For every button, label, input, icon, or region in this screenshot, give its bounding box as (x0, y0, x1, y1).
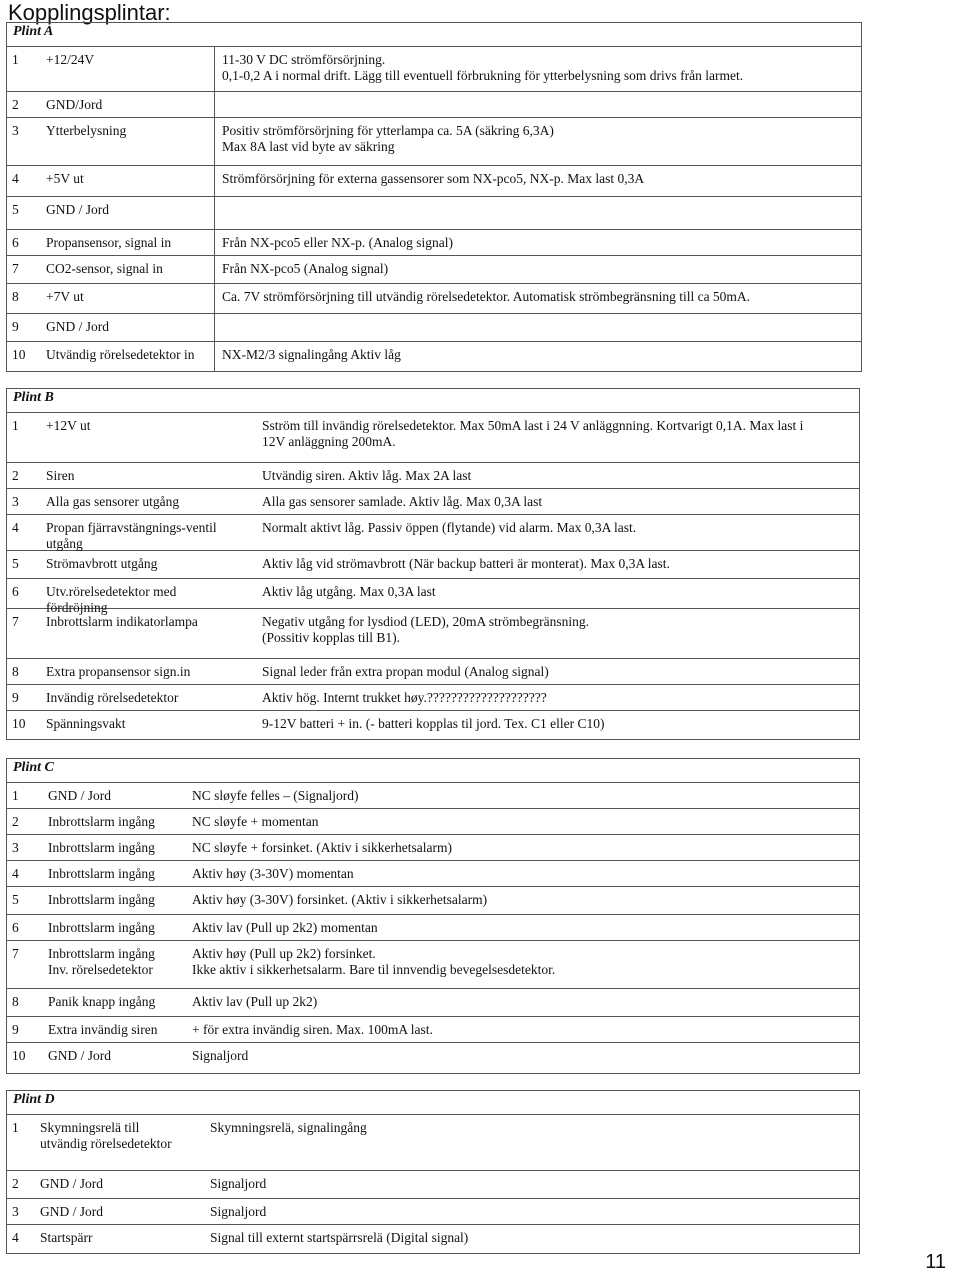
plintB-row-description: Negativ utgång for lysdiod (LED), 20mA strömbegränsning. (262, 614, 589, 629)
plintC-row-name: Inbrottslarm ingång (48, 814, 155, 829)
plintB-row-name: Siren (46, 468, 75, 483)
plintC-row-divider (6, 1042, 860, 1043)
plintA-row-number: 1 (12, 52, 19, 67)
plintA-row-description: NX-M2/3 signalingång Aktiv låg (222, 347, 401, 362)
plintC-row-name: GND / Jord (48, 1048, 111, 1063)
plintB-row-description: Aktiv låg vid strömavbrott (När backup batteri är monterat). Max 0,3A last. (262, 556, 670, 571)
plintB-row-divider (6, 550, 860, 551)
plintA-row-divider (6, 313, 862, 314)
plintB-row-description: Normalt aktivt låg. Passiv öppen (flytande) vid alarm. Max 0,3A last. (262, 520, 637, 535)
plintD-row-divider (6, 1170, 860, 1171)
plintA-row-number: 9 (12, 319, 19, 334)
plintC-row-name: Inv. rörelsedetektor (48, 962, 153, 977)
plintB-row-name: Invändig rörelsedetektor (46, 690, 179, 705)
plintA-row-description: Från NX-pco5 eller NX-p. (Analog signal) (222, 235, 453, 250)
page-title: Kopplingsplintar: (8, 0, 171, 25)
plintA-row-name: GND/Jord (46, 97, 103, 112)
plintC-row-description: + för extra invändig siren. Max. 100mA last. (192, 1022, 433, 1037)
plintC-row-description: Aktiv høy (Pull up 2k2) forsinket. (192, 946, 376, 961)
plintD-row-name: utvändig rörelsedetektor (40, 1136, 172, 1151)
plintB-row-divider (6, 608, 860, 609)
plintD-row-description: Signaljord (210, 1204, 267, 1219)
plintD-row-description: Signal till externt startspärrsrelä (Digital signal) (210, 1230, 469, 1245)
page-number: 11 (925, 1251, 946, 1273)
plintB-row-name: Utv.rörelsedetektor med (46, 584, 177, 599)
plintD-row-divider (6, 1224, 860, 1225)
plintB-row-name: Extra propansensor sign.in (46, 664, 191, 679)
plintB-row-description: Sström till invändig rörelsedetektor. Max 50mA last i 24 V anläggnning. Kortvarigt 0,1A. Max last i (262, 418, 804, 433)
plintD-row-description: Skymningsrelä, signalingång (210, 1120, 367, 1135)
plintA-row-divider (6, 165, 862, 166)
plintC-row-description: Aktiv høy (3-30V) forsinket. (Aktiv i sikkerhetsalarm) (192, 892, 488, 907)
plintC-row-name: Inbrottslarm ingång (48, 920, 155, 935)
plintB-row-description: Utvändig siren. Aktiv låg. Max 2A last (262, 468, 472, 483)
plintB-row-number: 3 (12, 494, 19, 509)
plintB-row-number: 10 (12, 716, 26, 731)
plintB-row-name: Strömavbrott utgång (46, 556, 158, 571)
plintB-row-number: 1 (12, 418, 19, 433)
plintD-row-name: Skymningsrelä till (40, 1120, 140, 1135)
plintD-row-number: 1 (12, 1120, 19, 1135)
plintB-row-name: fördröjning (46, 600, 108, 615)
plintA-row-number: 2 (12, 97, 19, 112)
plintC-row-number: 7 (12, 946, 19, 961)
plintA-row-name: +5V ut (46, 171, 84, 186)
plintD-row-name: GND / Jord (40, 1204, 103, 1219)
plintC-row-description: Signaljord (192, 1048, 249, 1063)
plintA-row-number: 4 (12, 171, 19, 186)
plintC-row-description: Aktiv lav (Pull up 2k2) (192, 994, 318, 1009)
plintB-row-number: 2 (12, 468, 19, 483)
plintD-heading: Plint D (13, 1092, 55, 1107)
plintA-row-name: GND / Jord (46, 202, 109, 217)
plintB-row-divider (6, 462, 860, 463)
plintB-row-divider (6, 578, 860, 579)
plintC-row-number: 8 (12, 994, 19, 1009)
plintC-row-divider (6, 940, 860, 941)
plintC-row-name: GND / Jord (48, 788, 111, 803)
plintB-row-description: Alla gas sensorer samlade. Aktiv låg. Max 0,3A last (262, 494, 543, 509)
plintA-row-name: GND / Jord (46, 319, 109, 334)
plintA-row-divider (6, 229, 862, 230)
plintA-row-number: 5 (12, 202, 19, 217)
plintC-row-divider (6, 886, 860, 887)
plintD-row-number: 4 (12, 1230, 19, 1245)
plintA-row-description: Strömförsörjning för externa gassensorer som NX-pco5, NX-p. Max last 0,3A (222, 171, 645, 186)
plintC-row-number: 9 (12, 1022, 19, 1037)
plintA-row-name: Ytterbelysning (46, 123, 127, 138)
plintA-row-number: 8 (12, 289, 19, 304)
plintC-row-name: Inbrottslarm ingång (48, 946, 155, 961)
plintB-row-divider (6, 710, 860, 711)
plintC-row-number: 6 (12, 920, 19, 935)
plintA-row-divider (6, 196, 862, 197)
plintC-row-divider (6, 1016, 860, 1017)
plintC-row-description: NC sløyfe felles – (Signaljord) (192, 788, 359, 803)
plintB-row-name: +12V ut (46, 418, 91, 433)
plintC-row-name: Panik knapp ingång (48, 994, 156, 1009)
plintA-row-description: 0,1-0,2 A i normal drift. Lägg till eventuell förbrukning för ytterbelysning som drivs från larmet. (222, 68, 744, 83)
plintA-row-description: Från NX-pco5 (Analog signal) (222, 261, 389, 276)
plintB-row-divider (6, 514, 860, 515)
plintA-row-description: 11-30 V DC strömförsörjning. (222, 52, 386, 67)
plintC-row-description: Aktiv lav (Pull up 2k2) momentan (192, 920, 378, 935)
plintA-header-divider (6, 46, 862, 47)
plintB-row-number: 8 (12, 664, 19, 679)
plintC-row-name: Inbrottslarm ingång (48, 892, 155, 907)
plintA-row-name: Utvändig rörelsedetektor in (46, 347, 195, 362)
plintA-row-divider (6, 91, 862, 92)
plintB-row-number: 7 (12, 614, 19, 629)
plintB-row-description: (Possitiv kopplas till B1). (262, 630, 401, 645)
plintC-header-divider (6, 782, 860, 783)
plintC-row-divider (6, 988, 860, 989)
plintC-heading: Plint C (13, 760, 54, 775)
plintA-row-name: +7V ut (46, 289, 84, 304)
plintD-row-number: 3 (12, 1204, 19, 1219)
plintB-row-description: 12V anläggning 200mA. (262, 434, 396, 449)
plintC-row-number: 3 (12, 840, 19, 855)
plintB-row-number: 5 (12, 556, 19, 571)
plintD-row-name: Startspärr (40, 1230, 93, 1245)
plintB-row-description: Aktiv låg utgång. Max 0,3A last (262, 584, 436, 599)
plintC-row-name: Inbrottslarm ingång (48, 840, 155, 855)
plintC-row-divider (6, 834, 860, 835)
plintD-row-description: Signaljord (210, 1176, 267, 1191)
plintB-row-divider (6, 684, 860, 685)
plintA-row-number: 3 (12, 123, 19, 138)
plintA-heading: Plint A (13, 24, 54, 39)
plintC-row-divider (6, 914, 860, 915)
plintD-row-divider (6, 1198, 860, 1199)
plintC-row-description: Ikke aktiv i sikkerhetsalarm. Bare til innvendig bevegelsesdetektor. (192, 962, 556, 977)
plintD-header-divider (6, 1114, 860, 1115)
plintB-row-name: Spänningsvakt (46, 716, 126, 731)
plintA-row-number: 6 (12, 235, 19, 250)
plintB-row-name: utgång (46, 536, 83, 551)
plintA-row-number: 7 (12, 261, 19, 276)
plintA-row-description: Ca. 7V strömförsörjning till utvändig rörelsedetektor. Automatisk strömbegränsning till ca 50mA. (222, 289, 751, 304)
plintC-row-description: NC sløyfe + momentan (192, 814, 319, 829)
plintB-heading: Plint B (13, 390, 54, 405)
plintB-row-name: Inbrottslarm indikatorlampa (46, 614, 198, 629)
plintB-row-name: Propan fjärravstängnings-ventil (46, 520, 217, 535)
plintC-row-description: Aktiv høy (3-30V) momentan (192, 866, 354, 881)
plintB-row-name: Alla gas sensorer utgång (46, 494, 180, 509)
plintB-row-divider (6, 658, 860, 659)
plintC-row-number: 10 (12, 1048, 26, 1063)
plintA-row-name: CO2-sensor, signal in (46, 261, 163, 276)
plintC-row-number: 1 (12, 788, 19, 803)
plintA-row-number: 10 (12, 347, 26, 362)
plintC-row-number: 4 (12, 866, 19, 881)
plintA-row-description: Max 8A last vid byte av säkring (222, 139, 395, 154)
plintB-row-description: 9-12V batteri + in. (- batteri kopplas til jord. Tex. C1 eller C10) (262, 716, 605, 731)
plintA-row-name: Propansensor, signal in (46, 235, 172, 250)
plintA-row-divider (6, 283, 862, 284)
plintB-row-description: Aktiv hög. Internt trukket høy.???????????????????? (262, 690, 547, 705)
plintA-row-divider (6, 341, 862, 342)
plintA-row-divider (6, 117, 862, 118)
plintA-row-description: Positiv strömförsörjning för ytterlampa ca. 5A (säkring 6,3A) (222, 123, 554, 138)
plintA-row-divider (6, 255, 862, 256)
plintD-row-number: 2 (12, 1176, 19, 1191)
plintC-row-description: NC sløyfe + forsinket. (Aktiv i sikkerhetsalarm) (192, 840, 452, 855)
plintC-row-divider (6, 860, 860, 861)
plintB-row-description: Signal leder från extra propan modul (Analog signal) (262, 664, 549, 679)
plintB-row-number: 9 (12, 690, 19, 705)
plintC-row-number: 5 (12, 892, 19, 907)
plintB-row-divider (6, 488, 860, 489)
plintC-row-divider (6, 808, 860, 809)
plintD-row-name: GND / Jord (40, 1176, 103, 1191)
plintB-row-number: 4 (12, 520, 19, 535)
plintA-row-name: +12/24V (46, 52, 95, 67)
plintC-row-name: Inbrottslarm ingång (48, 866, 155, 881)
plintB-row-number: 6 (12, 584, 19, 599)
plintB-header-divider (6, 412, 860, 413)
plintC-row-number: 2 (12, 814, 19, 829)
plintC-row-name: Extra invändig siren (48, 1022, 158, 1037)
plintA-column-divider (214, 46, 215, 372)
